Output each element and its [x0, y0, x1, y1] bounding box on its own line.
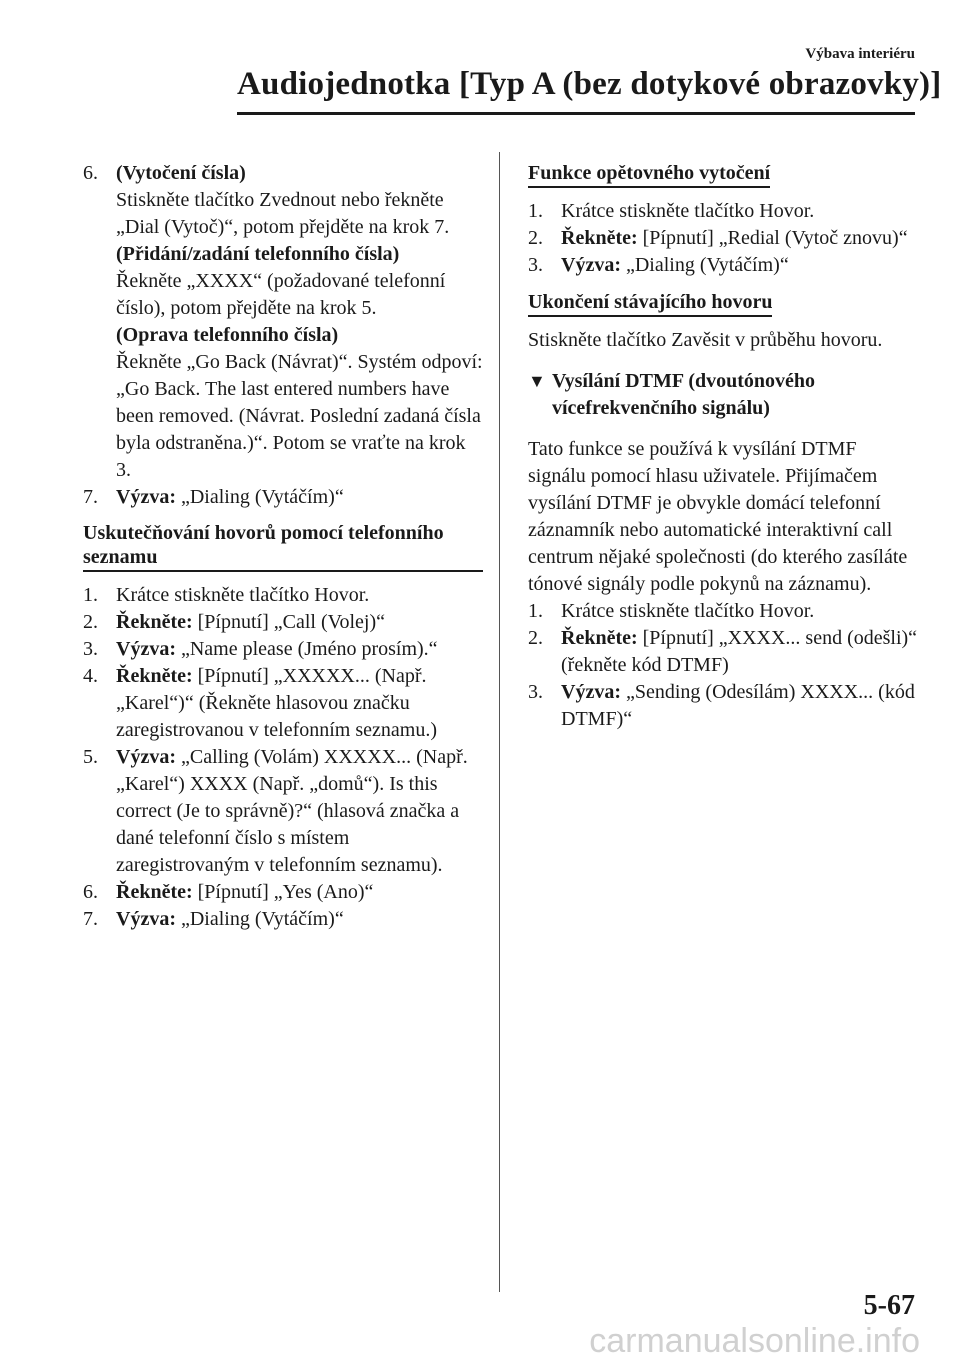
list-item: [528, 225, 918, 252]
list-item: [528, 625, 918, 679]
list-item: [83, 906, 483, 933]
step-label: Výzva:: [561, 681, 621, 703]
dtmf-steps: [528, 598, 918, 733]
step-text: [Pípnutí] „XXXXX... (Např. „Karel“)“ (Řekněte hlasovou značku zaregistrovanou v telefonním seznamu.): [116, 665, 437, 741]
list-item: [83, 663, 483, 744]
sub-title-add-number: (Přidání/zadání telefonního čísla): [116, 243, 400, 265]
list-item: [83, 609, 483, 636]
step-text: „Dialing (Vytáčím)“: [620, 254, 789, 276]
end-call-text: Stiskněte tlačítko Zavěsit v průběhu hovoru.: [528, 329, 883, 351]
step-label: Řekněte:: [561, 627, 638, 649]
list-item: [528, 679, 918, 733]
step-number: 6.: [83, 162, 98, 184]
heading-text: Uskutečňování hovorů pomocí telefonního seznamu: [83, 521, 483, 572]
step-number: 3.: [528, 681, 543, 703]
sub-text-add-number: Řekněte „XXXX“ (požadované telefonní číslo), potom přejděte na krok 5.: [116, 270, 446, 319]
sub-text-correct-number: Řekněte „Go Back (Návrat)“. Systém odpoví: „Go Back. The last entered numbers have been removed. (Návrat. Poslední zadaná čísla byla odstraněna.)“. Potom se vraťte na krok 3.: [116, 351, 483, 481]
list-item: [83, 636, 483, 663]
step-number: 2.: [528, 627, 543, 649]
step-label: Výzva:: [116, 746, 176, 768]
step-label: Řekněte:: [116, 881, 193, 903]
step-number: 1.: [83, 584, 98, 606]
step-text: Krátce stiskněte tlačítko Hovor.: [116, 584, 370, 606]
redial-steps: [528, 198, 918, 279]
column-divider: [499, 152, 500, 1292]
triangle-down-icon: ▼: [528, 371, 546, 391]
step-text: „Sending (Odesílám) XXXX... (kód DTMF)“: [561, 681, 915, 730]
phonebook-steps: [83, 582, 483, 933]
section-heading-redial: [528, 160, 918, 188]
step-label: Výzva:: [116, 638, 176, 660]
subsection-heading-dtmf: [528, 368, 918, 422]
step-label: Výzva:: [116, 486, 176, 508]
step-label: Řekněte:: [116, 665, 193, 687]
step-label: Výzva:: [561, 254, 621, 276]
sub-title-correct-number: (Oprava telefonního čísla): [116, 324, 339, 346]
step-title: (Vytočení čísla): [116, 162, 246, 184]
section-heading-phonebook: [83, 521, 483, 572]
step-text: „Calling (Volám) XXXXX... (Např. „Karel“) XXXX (Např. „domů“). Is this correct (Je to správně)?“ (hlasová značka a dané telefonní číslo s místem zaregistrovaným v telefonním seznamu).: [116, 746, 468, 876]
list-item: [528, 252, 918, 279]
step-number: 1.: [528, 200, 543, 222]
step-text: „Dialing (Vytáčím)“: [175, 908, 344, 930]
step-number: 7.: [83, 486, 98, 508]
step-text: [Pípnutí] „Call (Volej)“: [192, 611, 386, 633]
heading-text: Vysílání DTMF (dvoutónového vícefrekvenčního signálu): [552, 370, 816, 419]
step-number: 2.: [83, 611, 98, 633]
step-text: „Dialing (Vytáčím)“: [175, 486, 344, 508]
step-text: [Pípnutí] „XXXX... send (odešli)“ (řekněte kód DTMF): [561, 627, 918, 676]
step-text: [Pípnutí] „Redial (Vytoč znovu)“: [637, 227, 908, 249]
right-column: [528, 160, 918, 733]
section-heading-end-call: [528, 289, 918, 317]
list-item: [528, 598, 918, 625]
step-number: 1.: [528, 600, 543, 622]
step-number: 3.: [528, 254, 543, 276]
page-number: 5-67: [863, 1290, 915, 1321]
step-number: 7.: [83, 908, 98, 930]
step-label: Řekněte:: [116, 611, 193, 633]
step-number: 4.: [83, 665, 98, 687]
list-item: [83, 582, 483, 609]
list-item: [83, 744, 483, 879]
step-text: Krátce stiskněte tlačítko Hovor.: [561, 200, 815, 222]
dtmf-description: Tato funkce se používá k vysílání DTMF signálu pomocí hlasu uživatele. Přijímačem vysílání DTMF je obvykle domácí telefonní záznamník nebo automatické interaktivní call centrum nějaké společnosti (do kterého zasíláte tónové signály podle pokynů na záznamu).: [528, 438, 908, 595]
step-label: Výzva:: [116, 908, 176, 930]
step-number: 2.: [528, 227, 543, 249]
step-text: „Name please (Jméno prosím).“: [175, 638, 438, 660]
page-title: Audiojednotka [Typ A (bez dotykové obrazovky)]: [237, 66, 942, 102]
left-column: [83, 160, 483, 933]
step-text: Krátce stiskněte tlačítko Hovor.: [561, 600, 815, 622]
step-number: 3.: [83, 638, 98, 660]
step-text: [Pípnutí] „Yes (Ano)“: [192, 881, 374, 903]
list-item: [83, 879, 483, 906]
watermark-text: carmanualsonline.info: [589, 1322, 920, 1360]
step-7-prompt: [83, 484, 483, 511]
step-text: Stiskněte tlačítko Zvednout nebo řekněte „Dial (Vytoč)“, potom přejděte na krok 7.: [116, 189, 450, 238]
header-rule: [237, 112, 915, 115]
step-number: 5.: [83, 746, 98, 768]
heading-text: Funkce opětovného vytočení: [528, 161, 770, 188]
list-item: [528, 198, 918, 225]
step-6-dialing: [83, 160, 483, 484]
step-number: 6.: [83, 881, 98, 903]
header-section: Výbava interiéru: [805, 46, 915, 62]
step-label: Řekněte:: [561, 227, 638, 249]
heading-text: Ukončení stávajícího hovoru: [528, 290, 772, 317]
